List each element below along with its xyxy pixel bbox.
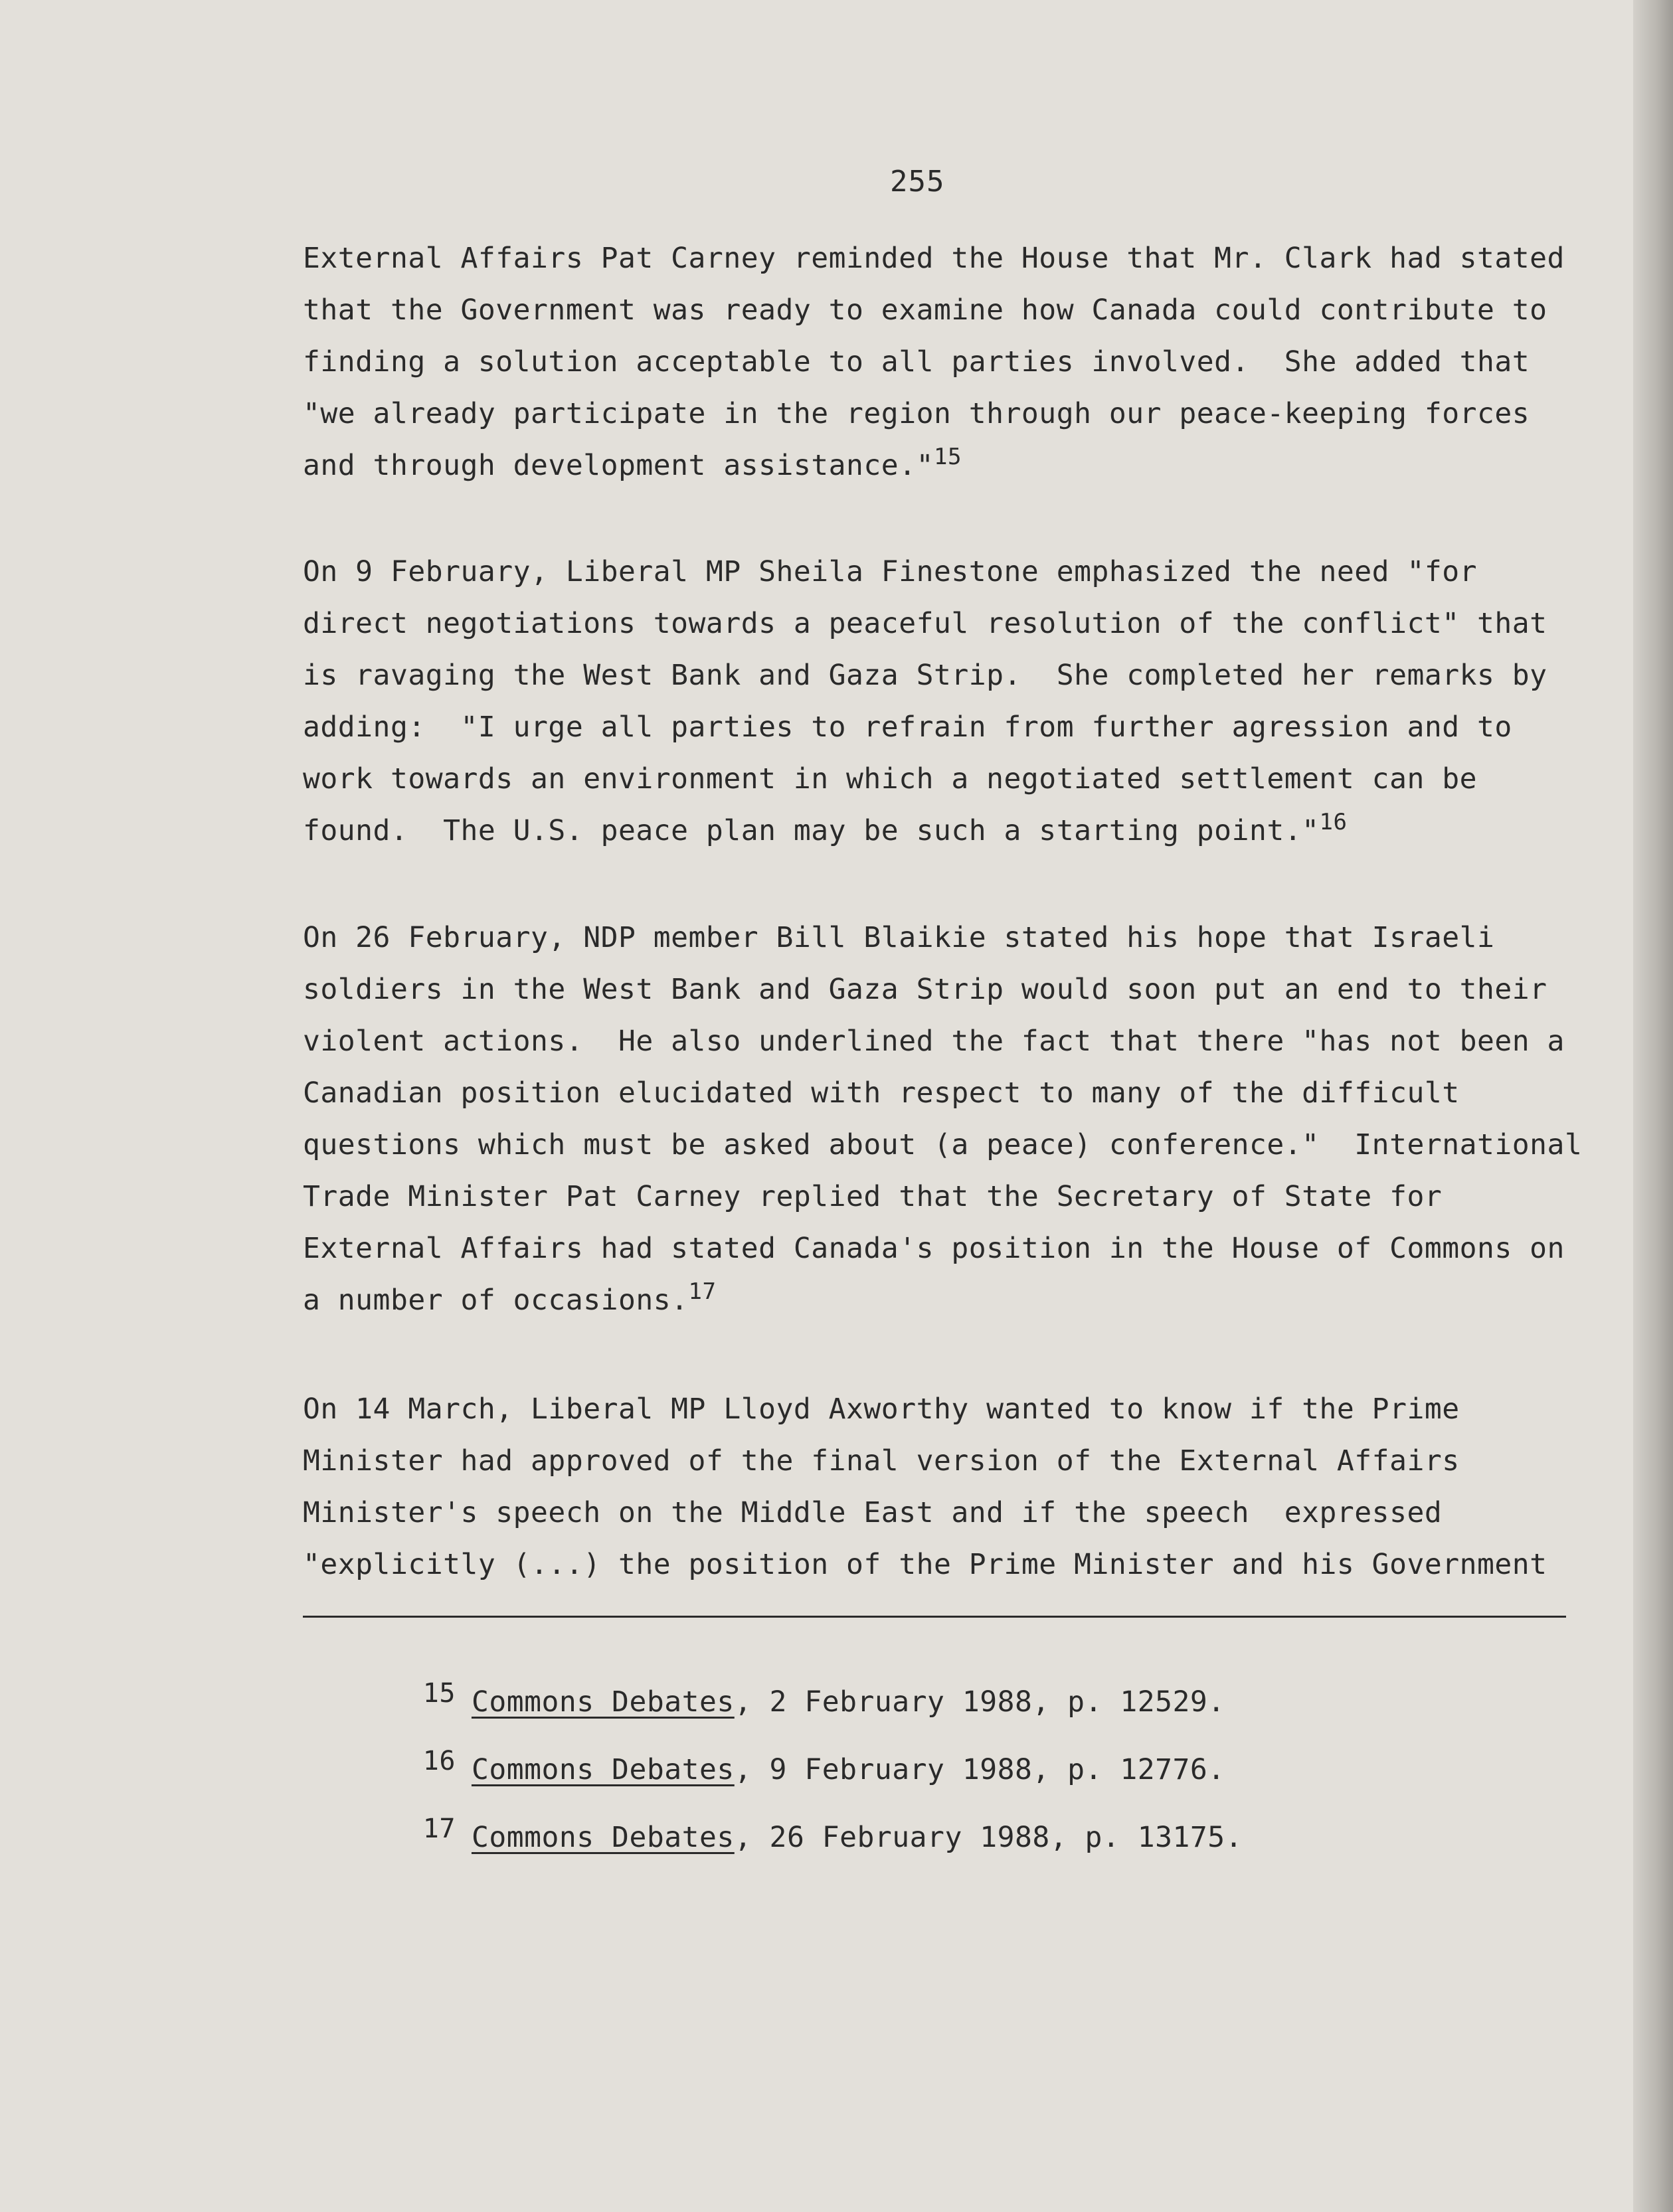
paragraph-4 [303, 1383, 1547, 1590]
text-line: External Affairs Pat Carney reminded the House that Mr. Clark had stated [303, 242, 1565, 275]
text-line: Minister had approved of the final version of the External Affairs [303, 1444, 1460, 1478]
footnote-number: 15 [422, 1678, 456, 1709]
text-line: Minister's speech on the Middle East and if the speech expressed [303, 1496, 1443, 1529]
footnote-source: Commons Debates [471, 1685, 735, 1719]
text-line: adding: "I urge all parties to refrain from further agression and to [303, 711, 1512, 744]
text-line: "explicitly (...) the position of the Prime Minister and his Government [303, 1548, 1547, 1581]
paragraph-2 [303, 546, 1547, 857]
footnote-17 [388, 1788, 1243, 1854]
footnote-citation: , 9 February 1988, p. 12776. [734, 1753, 1225, 1786]
text-line: that the Government was ready to examine how Canada could contribute to [303, 294, 1547, 327]
footnote-divider [303, 1616, 1566, 1618]
text-line: On 9 February, Liberal MP Sheila Finestone emphasized the need "for [303, 555, 1478, 588]
footnote-15 [388, 1652, 1225, 1719]
text-line: violent actions. He also underlined the fact that there "has not been a [303, 1025, 1565, 1058]
text-line-last: found. The U.S. peace plan may be such a starting point."$^{16}$ [303, 809, 1348, 847]
text-line: Canadian position elucidated with respect to many of the difficult [303, 1076, 1460, 1110]
footnote-number: 16 [422, 1746, 456, 1776]
footnote-citation: , 26 February 1988, p. 13175. [734, 1821, 1243, 1854]
text-line: soldiers in the West Bank and Gaza Strip would soon put an end to their [303, 973, 1547, 1006]
text-line: "we already participate in the region through our peace-keeping forces [303, 397, 1530, 430]
footnote-ref: 17 [688, 1278, 717, 1305]
text-line-last: a number of occasions.$^{17}$ [303, 1278, 717, 1317]
page-number: 255 [890, 165, 945, 199]
text-line: Trade Minister Pat Carney replied that the Secretary of State for [303, 1180, 1443, 1213]
footnote-16 [388, 1720, 1225, 1786]
text-line: is ravaging the West Bank and Gaza Strip. She completed her remarks by [303, 659, 1547, 692]
text-line-last: and through development assistance."$^{15}$ [303, 444, 962, 482]
text-line: On 26 February, NDP member Bill Blaikie stated his hope that Israeli [303, 921, 1495, 954]
text-line: finding a solution acceptable to all parties involved. She added that [303, 345, 1530, 379]
paragraph-3 [303, 912, 1582, 1326]
text-line: direct negotiations towards a peaceful resolution of the conflict" that [303, 607, 1547, 640]
paragraph-1 [303, 232, 1565, 491]
text-line: work towards an environment in which a negotiated settlement can be [303, 762, 1478, 796]
footnote-number: 17 [422, 1814, 456, 1844]
footnote-citation: , 2 February 1988, p. 12529. [734, 1685, 1225, 1719]
text-line: External Affairs had stated Canada's position in the House of Commons on [303, 1232, 1565, 1265]
footnote-source: Commons Debates [471, 1753, 735, 1786]
footnote-ref: 15 [933, 444, 962, 470]
text-line: questions which must be asked about (a peace) conference." International [303, 1128, 1583, 1161]
footnote-ref: 16 [1319, 809, 1348, 835]
text-line: On 14 March, Liberal MP Lloyd Axworthy wanted to know if the Prime [303, 1393, 1460, 1426]
page-edge-shadow [1633, 0, 1673, 2212]
footnote-source: Commons Debates [471, 1821, 735, 1854]
